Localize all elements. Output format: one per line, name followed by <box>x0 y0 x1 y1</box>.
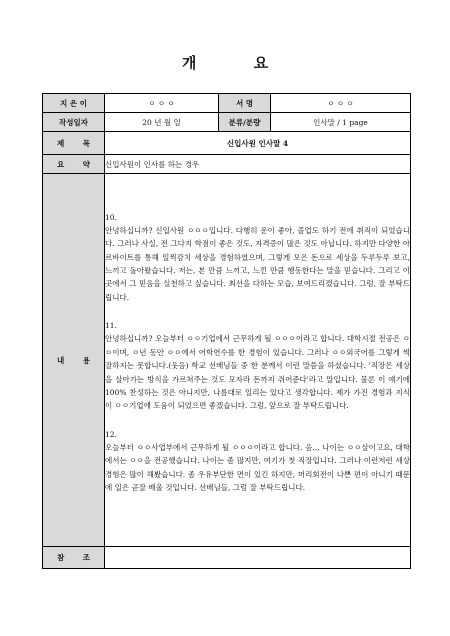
date-value: 20 년 월 일 <box>105 113 219 132</box>
paragraph-text: 오늘부터 ㅇㅇ사업부에서 근무하게 될 ㅇㅇㅇ이라고 합니다. 음.., 나이는 ㅇㅇ살이고요, 대학에서는 ㅇㅇ을 전공했습니다. 나이는 좀 많지만, 여기가 첫 직장입니다. 그러나 이런저런 세상경험은 많이 해봤습니다. 좀 우유부단한 면이 있긴 하지만, 머리회전이 나쁜 편이 아니기 때문에 일은 곧잘 배울 것입니다. 선배님들, 그럼 잘 부탁드립니다. <box>105 442 410 492</box>
paragraph-text: 안녕하십니까? 오늘부터 ㅇㅇ기업에서 근무하게 될 ㅇㅇㅇ이라고 합니다. 대학시절 전공은 ㅇㅇ이며, ㅇ년 동안 ㅇㅇ에서 어학연수를 한 경험이 있습니다. 그러나 ㅇㅇ외국어를 그렇게 썩 잘하지는 못합니다.(웃음) 학교 선배님들 중 한 분께서 이런 말씀을 하셨습니다. '직장은 세상을 살아가는 방식을 가르쳐주는 것도 모자라 돈까지 쥐어준다'라고 말입니다. 물론 이 얘기에 100% 찬성하는 것은 아니지만, 나름대로 일리는 있다고 생각합니다. 제가 가진 경험과 지식이 ㅇㅇ기업에 도움이 되었으면 좋겠습니다. 그럼, 앞으로 잘 부탁드립니다. <box>105 334 410 411</box>
paragraph <box>105 211 410 304</box>
paragraph <box>105 319 410 412</box>
date-label: 작성일자 <box>43 113 105 132</box>
summary-value: 신입사원이 인사를 하는 경우 <box>105 155 411 174</box>
category-value: 인사말 / 1 page <box>271 113 411 132</box>
subject-row <box>43 132 411 155</box>
reference-value <box>105 547 411 569</box>
date-row <box>43 113 411 132</box>
summary-form <box>42 93 411 569</box>
paragraph-text: 안녕하십니까? 신입사원 ㅇㅇㅇ입니다. 다행히 운이 좋아, 졸업도 하기 전에 취직이 되었습니다. 그러나 사실, 전 그다지 학점이 좋은 것도, 자격증이 많은 것도 아닙니다. 하지만 다양한 아르바이트를 통해 일찍감치 세상을 경험하였으며, 그렇게 모은 돈으로 세상을 두루두루 보고, 느끼고 돌아왔습니다. 저는, 본 만큼 느끼고, 느낀 만큼 행동한다는 말을 믿습니다. 그리고 이 곳에서 그 믿음을 실천하고 싶습니다. 최선을 다하는 모습, 보여드리겠습니다. 그럼, 잘 부탁드립니다. <box>105 226 410 302</box>
subject-value: 신입사원 인사말 4 <box>105 132 411 155</box>
paragraph-number: 10. <box>105 212 117 222</box>
paragraph-number: 12. <box>105 429 117 439</box>
summary-label: 요 약 <box>43 155 105 174</box>
paragraph-number: 11. <box>105 321 117 331</box>
author-label: 지 은 이 <box>43 94 105 113</box>
category-label: 분류/분량 <box>219 113 271 132</box>
author-value: ㅇ ㅇ ㅇ <box>105 94 219 113</box>
reference-label: 참 조 <box>43 547 105 569</box>
signature-value: ㅇ ㅇ ㅇ <box>271 94 411 113</box>
author-row <box>43 94 411 113</box>
signature-label: 서 명 <box>219 94 271 113</box>
page-title: 개 요 <box>181 54 295 72</box>
summary-row <box>43 155 411 174</box>
content-body <box>105 174 411 547</box>
reference-row <box>43 547 411 569</box>
subject-label: 제 목 <box>43 132 105 155</box>
paragraph <box>105 428 410 495</box>
content-row <box>43 174 411 547</box>
content-label: 내 용 <box>43 174 105 547</box>
